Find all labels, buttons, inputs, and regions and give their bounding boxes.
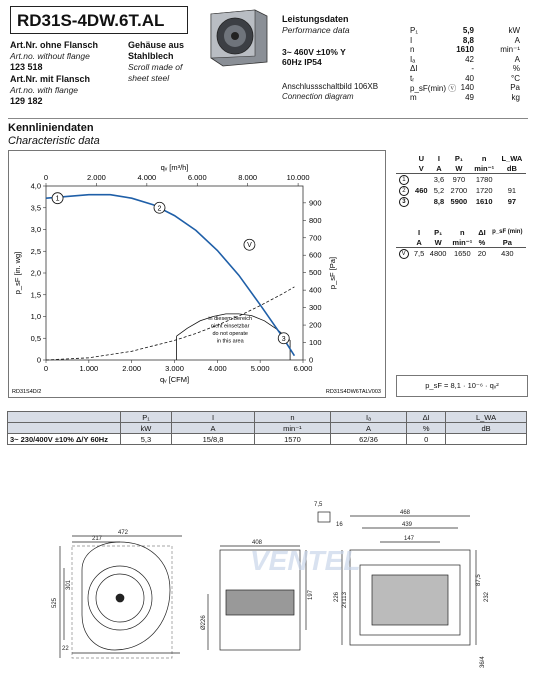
front-view-outline [72,546,172,658]
housing-label: Gehäuse aus [128,40,185,50]
perf-val: - [471,64,474,73]
x-bottom-tick-label: 2.000 [122,364,142,373]
perf-freq: 60Hz IP54 [282,57,322,67]
technical-drawing [0,490,533,673]
chart-footer-right: RD31S4DW6TALV003 [325,389,381,395]
art-with-label: Art.Nr. mit Flansch [10,74,91,84]
y-right-tick-label: 900 [309,198,322,208]
x-top-tick-label: 2.000 [87,173,106,182]
plot-area [46,186,303,360]
model-title: RD31S-4DW.6T.AL [10,6,188,34]
dim-439: 439 [402,522,413,528]
fan-curve [46,195,294,356]
v-point-table: I P₁ n ΔI p_sF (min) A W min⁻¹ % Pa V 7,5 4800 1650 20 430 [396,227,526,259]
perf-row [410,74,520,84]
y-left-tick-label: 3,5 [30,203,41,213]
op-row-3: 3 8,8 5900 1610 97 [396,196,526,207]
dim-468: 468 [400,510,411,516]
y-right-tick-label: 100 [309,338,322,348]
perf-val: 8,8 [462,35,474,45]
dim-408: 408 [252,540,263,546]
operating-points [52,193,289,344]
section-title: Kennliniendaten [8,122,94,134]
y-right-tick-label: 200 [309,320,322,330]
forbidden-note-line: in diesem Bereich [208,315,253,322]
art-without-value: 123 518 [10,62,43,72]
y-left-tick-label: 2,0 [30,268,41,278]
x-bottom-axis-label: qᵥ [CFM] [159,375,190,384]
fan-product-image [205,6,275,68]
perf-row [410,55,520,65]
y-left-tick-label: 0,5 [30,333,41,343]
op-h-p: P₁ [454,153,463,163]
perf-sym: Iₐ [410,54,416,64]
op-row-2: 2 460 5,2 2700 1720 91 [396,185,526,196]
perf-val: 49 [465,92,474,102]
formula-box: p_sF = 8,1 · 10⁻⁶ · qᵥ² [396,375,528,397]
perf-row [410,45,520,55]
perf-unit: min⁻¹ [500,45,520,54]
perf-unit: A [514,54,520,64]
perf-unit: °C [511,73,520,83]
scroll-housing [82,542,170,650]
chart-grid [43,183,306,363]
perf-val: 5,9 [462,26,474,35]
art-with-value: 129 182 [10,96,43,106]
y-left-tick-label: 3,0 [30,225,41,234]
art-without-label: Art.Nr. ohne Flansch [10,40,99,50]
chart-ticks [31,173,322,373]
v-row: V 7,5 4800 1650 20 430 [396,248,526,260]
dim-87-5: 87,5 [476,574,482,586]
y-left-tick-label: 1,5 [30,290,41,300]
perf-unit: kg [511,92,520,102]
section-title-en: Characteristic data [8,135,100,147]
dim-197: 197 [308,589,314,600]
x-bottom-tick-label: 3.000 [165,364,184,373]
housing-label2: Stahlblech [128,51,174,61]
perf-val: 42 [465,54,474,64]
characteristic-chart [8,150,386,398]
perf-sym: m [410,92,417,102]
forbidden-note [208,316,252,345]
dim-301: 301 [66,579,72,590]
perf-row [410,93,520,103]
perf-row [410,64,520,74]
perf-row [410,26,520,36]
perf-sym: tᵣ [410,73,415,83]
op-u-p: W [455,163,463,173]
perf-sym: ΔI [410,64,418,73]
y-right-tick-label: 300 [309,303,322,313]
drawing-note: 36/4 [480,656,486,668]
forbidden-note-line: nicht einsetzbar [210,323,250,330]
op-u-i: A [436,163,442,173]
perf-sym: P₁ [410,26,419,35]
operating-point-V [244,239,255,250]
dim-226-dia: Ø226 [201,615,207,630]
op-row-1: 1 3,6 970 1780 [396,174,526,186]
dim-147: 147 [404,536,415,542]
x-bottom-tick-label: 5.000 [250,364,270,373]
perf-val: 1610 [456,45,474,54]
bottom-row: 3~ 230/400V ±10% Δ/Y 60Hz 5,3 15/8,8 1570 62/36 0 [8,434,527,445]
art-without-label-en: Art.no. without flange [10,51,90,61]
perf-unit: kW [508,26,520,35]
y-right-tick-label: 600 [309,250,322,260]
perf-row [410,83,520,93]
perf-diagram: Anschlussschaltbild 106XB [282,82,379,91]
x-bottom-tick-label: 6.000 [293,364,313,373]
dim-22: 22 [62,646,69,652]
perf-val: 40 [465,73,474,83]
dim-525: 525 [52,597,58,608]
dim-7-5: 7,5 [314,502,323,508]
x-top-axis-label: qᵥ [m³/h] [160,163,189,172]
perf-unit: Pa [510,83,520,92]
operating-point-1 [52,193,63,204]
op-u-u: V [418,163,424,173]
housing-en2: sheet steel [128,73,170,83]
y-left-tick-label: 0 [36,355,41,365]
watermark-ventel: VENTEL [250,545,361,576]
y-right-tick-label: 400 [309,285,322,295]
op-h-i: I [437,153,440,163]
x-top-tick-label: 8.000 [238,173,258,182]
op-u-n: min⁻¹ [474,163,495,173]
x-bottom-tick-label: 0 [43,364,49,373]
perf-unit: % [512,64,520,73]
x-top-tick-label: 0 [43,173,49,182]
housing-en1: Scroll made of [128,62,183,72]
perf-sym: p_sF(min) ⓥ [410,84,457,93]
system-curve [46,287,294,360]
chart-footer-left: RD31S4D/2 [12,389,42,395]
operating-point-table [396,153,526,207]
dim-2x113: 2x113 [342,592,348,608]
svg-text:1: 1 [55,195,60,203]
dim-217: 217 [92,536,103,542]
art-with-label-en: Art.no. with flange [10,85,79,95]
y-right-tick-label: 800 [309,215,322,225]
y-right-axis-label: p_sF [Pa] [328,256,337,290]
y-left-tick-label: 1,0 [30,312,41,321]
dim-16: 16 [336,522,343,528]
forbidden-note-line: do not operate [212,330,248,337]
x-bottom-tick-label: 4.000 [207,364,227,373]
x-top-tick-label: 6.000 [187,173,207,182]
y-left-tick-label: 4,0 [30,181,41,191]
svg-text:V: V [247,242,252,250]
op-h-l: L_WA [501,153,523,163]
section-divider [8,118,528,119]
op-h-n: n [481,153,487,163]
perf-unit: A [514,35,520,45]
perf-sym: I [410,35,413,45]
dim-232: 232 [484,591,490,602]
perf-diagram-en: Connection diagram [282,92,354,101]
dim-226: 226 [334,591,340,602]
x-bottom-tick-label: 1.000 [79,364,99,373]
x-top-tick-label: 10.000 [286,173,310,182]
x-top-tick-label: 4.000 [137,173,157,182]
dim-472: 472 [118,530,129,536]
forbidden-note-line: in this area [216,338,244,345]
y-left-axis-label: p_sF [in. wg] [13,251,22,295]
y-right-tick-label: 0 [309,355,314,365]
y-right-tick-label: 700 [309,233,322,243]
perf-title: Leistungsdaten [282,14,349,24]
y-right-tick-label: 500 [309,268,322,278]
op-h-u: U [418,153,425,163]
op-u-l: dB [506,163,517,173]
y-left-tick-label: 2,5 [30,246,41,256]
bottom-data-table: P₁ I n Iₐ ΔI L_WA kW A min⁻¹ A % dB 3~ 230/400V ±10% Δ/Y 60Hz 5,3 15/8,8 1570 62/36 0 [7,411,527,445]
operating-point-2 [154,202,165,213]
perf-val: 140 [460,83,474,92]
svg-text:2: 2 [157,205,162,213]
perf-row [410,36,520,46]
operating-point-3 [278,333,289,344]
perf-sym: n [410,45,415,54]
perf-title-en: Performance data [282,25,350,35]
svg-text:3: 3 [281,335,286,343]
perf-voltage: 3~ 460V ±10% Y [282,47,346,57]
